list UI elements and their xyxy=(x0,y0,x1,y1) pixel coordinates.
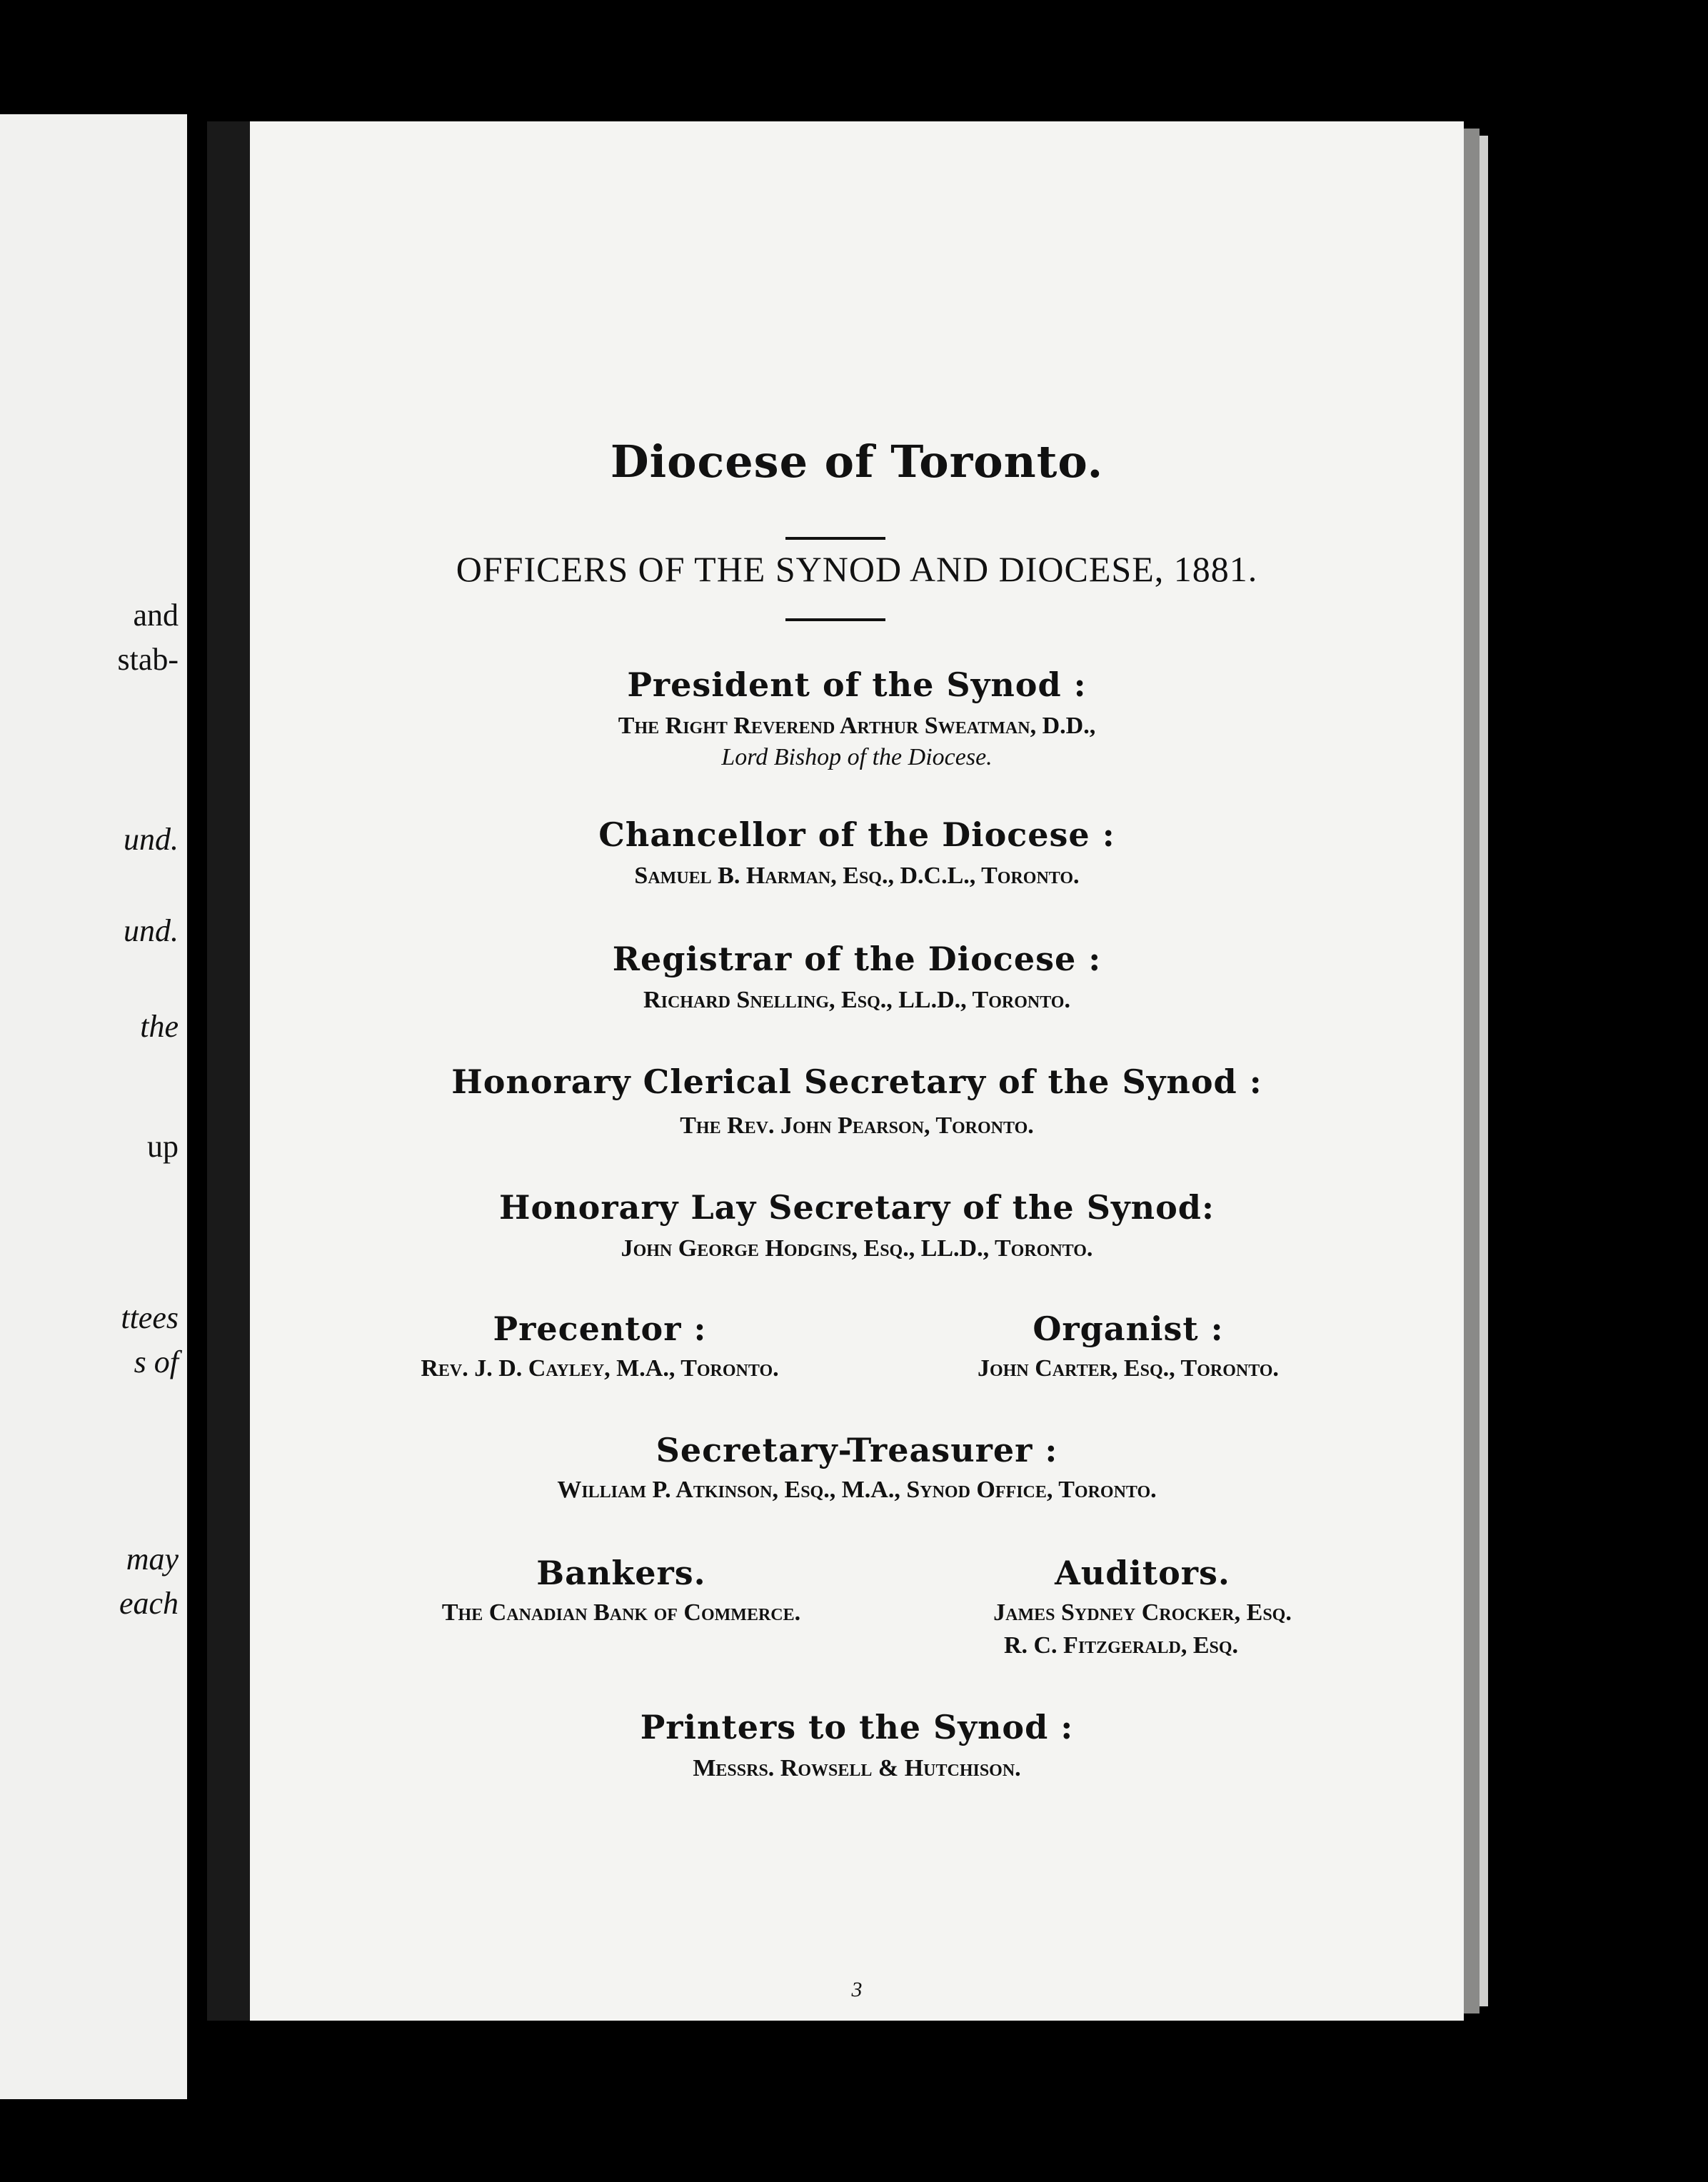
clerical-secretary-label: Honorary Clerical Secretary of the Synod : xyxy=(451,1062,1262,1101)
auditors-label: Auditors. xyxy=(1055,1554,1230,1592)
president-name: The Right Reverend Arthur Sweatman, D.D., xyxy=(618,713,1096,739)
left-fragment: stab- xyxy=(117,642,179,677)
left-fragment: and xyxy=(133,598,179,633)
left-fragment: s of xyxy=(134,1344,179,1379)
page-number: 3 xyxy=(851,1978,863,2001)
secretary-treasurer-label: Secretary-Treasurer : xyxy=(655,1431,1058,1469)
page-title: Diocese of Toronto. xyxy=(610,436,1104,488)
page-edge xyxy=(1464,129,1480,2013)
registrar-name: Richard Snelling, Esq., LL.D., Toronto. xyxy=(643,987,1070,1013)
organist-label: Organist : xyxy=(1033,1309,1224,1348)
auditors-name: James Sydney Crocker, Esq. xyxy=(993,1599,1292,1626)
left-fragment: up xyxy=(147,1129,179,1164)
organist-name: John Carter, Esq., Toronto. xyxy=(978,1355,1279,1382)
registrar-label: Registrar of the Diocese : xyxy=(612,940,1102,978)
precentor-name: Rev. J. D. Cayley, M.A., Toronto. xyxy=(421,1355,779,1382)
precentor-label: Precentor : xyxy=(493,1309,707,1348)
bankers-label: Bankers. xyxy=(536,1554,706,1592)
clerical-secretary-name: The Rev. John Pearson, Toronto. xyxy=(680,1112,1034,1139)
chancellor-name: Samuel B. Harman, Esq., D.C.L., Toronto. xyxy=(634,863,1080,889)
left-fragment: each xyxy=(119,1586,179,1621)
left-facing-page xyxy=(0,114,187,2099)
left-fragment: ttees xyxy=(121,1300,179,1335)
page-edge xyxy=(1480,136,1488,2006)
lay-secretary-name: John George Hodgins, Esq., LL.D., Toronto. xyxy=(621,1235,1093,1262)
bankers-name: The Canadian Bank of Commerce. xyxy=(441,1599,801,1626)
left-fragment: und. xyxy=(124,913,179,948)
divider-rule xyxy=(785,537,885,540)
chancellor-label: Chancellor of the Diocese : xyxy=(598,815,1115,854)
left-fragment: und. xyxy=(124,822,179,857)
printers-name: Messrs. Rowsell & Hutchison. xyxy=(693,1755,1021,1781)
president-label: President of the Synod : xyxy=(627,665,1087,704)
secretary-treasurer-name: William P. Atkinson, Esq., M.A., Synod Office, Toronto. xyxy=(557,1477,1157,1503)
page-subtitle: OFFICERS OF THE SYNOD AND DIOCESE, 1881. xyxy=(456,549,1258,589)
document-page xyxy=(250,121,1464,2021)
left-fragment: the xyxy=(140,1009,179,1044)
left-fragment: may xyxy=(126,1542,179,1577)
book-gutter xyxy=(207,121,250,2021)
president-title: Lord Bishop of the Diocese. xyxy=(721,744,993,770)
lay-secretary-label: Honorary Lay Secretary of the Synod: xyxy=(499,1188,1215,1227)
auditors-name: R. C. Fitzgerald, Esq. xyxy=(1003,1632,1239,1659)
printers-label: Printers to the Synod : xyxy=(640,1708,1074,1746)
divider-rule xyxy=(785,618,885,621)
